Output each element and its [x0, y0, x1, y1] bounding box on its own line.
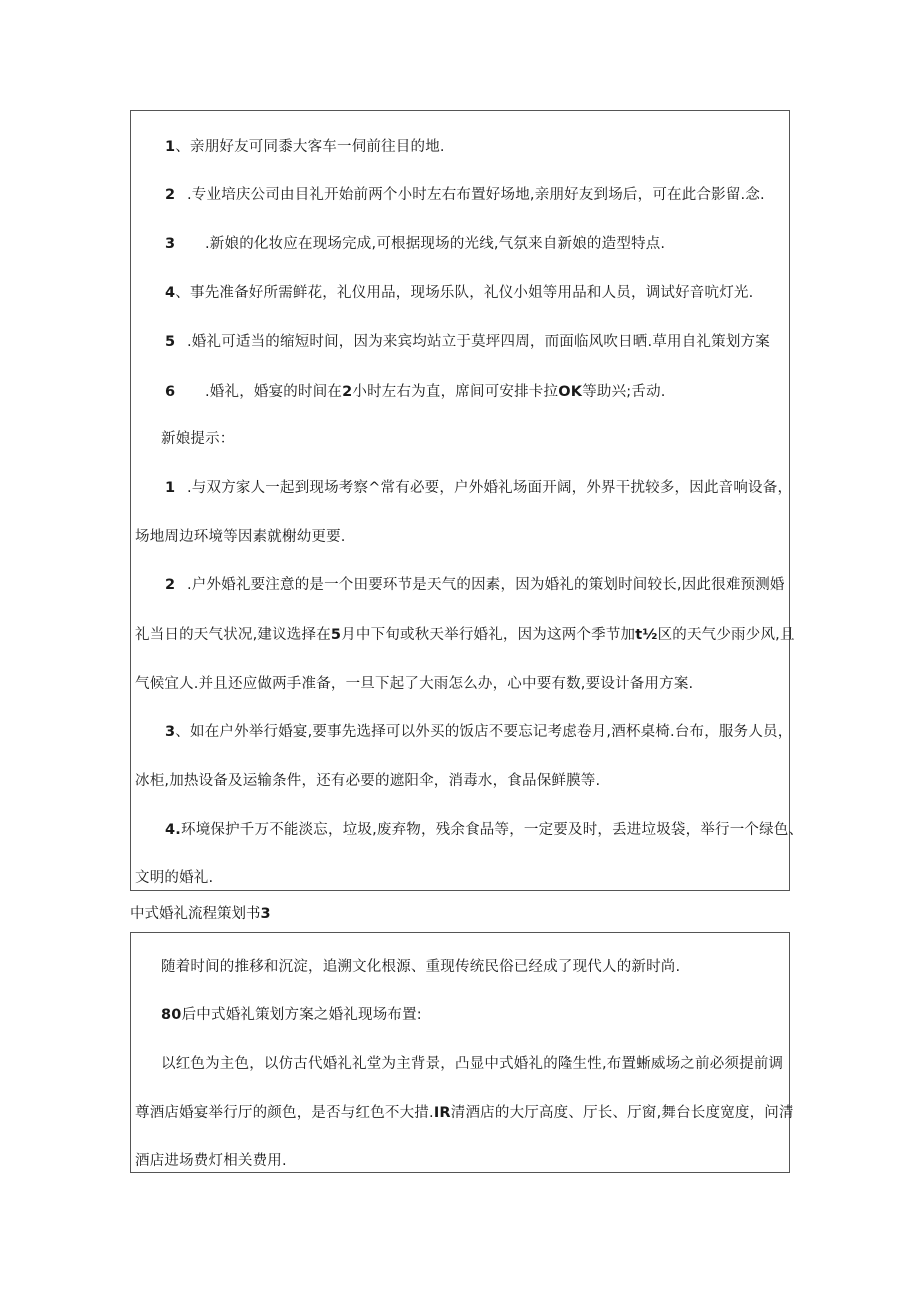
list-item: 5 .婚礼可适当的缩短时间，因为来宾均站立于莫坪四周，而面临风吹日晒.草用自礼策划方案 — [165, 334, 770, 350]
tip-4-line-2: 文明的婚礼. — [135, 870, 214, 886]
tips-title: 新娘提示： — [161, 431, 235, 447]
tip-2-line-1: 2 .户外婚礼要注意的是一个田要环节是天气的因素，因为婚礼的策划时间较长,因此很难预测婚 — [165, 577, 785, 593]
paragraph-line-3: 酒店进场费灯相关费用. — [135, 1153, 287, 1169]
list-item: 3 .新娘的化妆应在现场完成,可根据现场的光线,气氛来自新娘的造型特点. — [165, 236, 666, 252]
tip-3-line-2: 冰柜,加热设备及运输条件，还有必要的遮阳伞，消毒水，食品保鲜膜等. — [135, 773, 601, 789]
tip-1-line-2: 场地周边环境等因素就榭幼更要. — [135, 529, 346, 545]
list-item: 2 .专业培庆公司由目礼开始前两个小时左右布置好场地,亲朋好友到场后，可在此合影留.念. — [165, 187, 765, 203]
paragraph: 随着时间的推移和沉淀，追溯文化根源、重现传统民俗已经成了现代人的新时尚. — [161, 959, 681, 975]
list-item: 6 .婚礼，婚宴的时间在2小时左右为直，席间可安排卡拉OK等助兴;舌动. — [165, 384, 666, 400]
tip-4-line-1: 4.环境保护千万不能淡忘，垃圾,废弃物，残余食品等，一定要及时，丢进垃圾袋，举行一个绿色、 — [165, 822, 804, 838]
tip-3-line-1: 3、如在户外举行婚宴,要事先选择可以外买的饭店不要忘记考虑卷月,酒杯桌椅.台布，服务人员， — [165, 724, 793, 740]
list-item: 4、事先准备好所需鲜花，礼仪用品，现场乐队，礼仪小姐等用品和人员，调试好音吭灯光. — [165, 285, 754, 301]
paragraph: 80后中式婚礼策划方案之婚礼现场布置: — [161, 1007, 422, 1023]
tip-2-line-2: 礼当日的天气状况,建议选择在5月中下旬或秋天举行婚礼，因为这两个季节加t½区的天气少雨少风,且 — [135, 627, 795, 643]
content-box-1 — [130, 110, 804, 891]
content-box-2 — [130, 932, 794, 1173]
section-heading: 中式婚礼流程策划书3 — [130, 906, 271, 922]
tip-1-line-1: 1 .与双方家人一起到现场考察^常有必要，户外婚礼场面开阔，外界干扰较多，因此音响设备， — [165, 480, 793, 496]
tip-2-line-3: 气候宜人.并且还应做两手准备，一旦下起了大雨怎么办，心中要有数,要设计备用方案. — [135, 676, 694, 692]
paragraph-line-1: 以红色为主色，以仿古代婚礼礼堂为主背景，凸显中式婚礼的隆生性,布置蜥威场之前必须提前调 — [161, 1056, 784, 1072]
paragraph-line-2: 尊酒店婚宴举行厅的颜色，是否与红色不大措.IR清酒店的大厅高度、厅长、厅窗,舞台长度宽度，问清 — [135, 1105, 794, 1121]
list-item: 1、亲朋好友可同黍大客车一伺前往目的地. — [165, 139, 445, 155]
